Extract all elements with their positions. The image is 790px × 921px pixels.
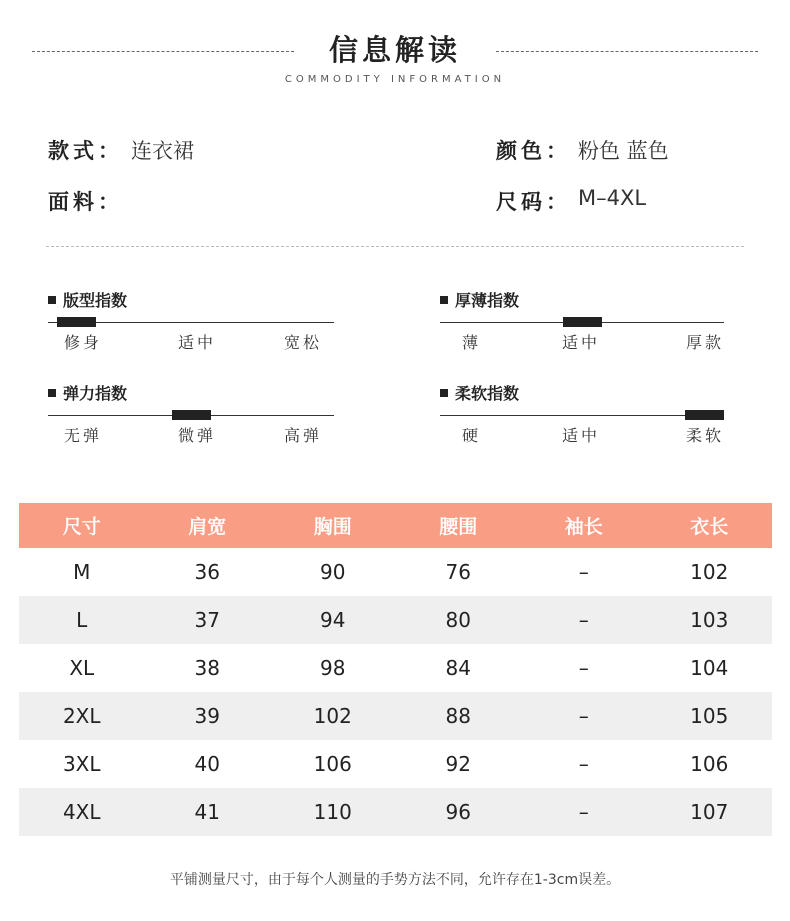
page-subtitle: COMMODITY INFORMATION (284, 74, 506, 85)
table-cell: 105 (690, 704, 729, 728)
index-level-marker (685, 410, 724, 420)
header-cell: 胸围 (313, 516, 352, 538)
index-option: 微弹 (178, 426, 217, 445)
size-label: 尺码： (496, 190, 571, 214)
index-option: 适中 (562, 426, 601, 445)
size-value: M–4XL (578, 186, 647, 210)
index-title-label: 厚薄指数 (455, 291, 520, 310)
index-level-marker (172, 410, 211, 420)
table-cell: 80 (445, 608, 471, 632)
header-cell: 袖长 (564, 516, 603, 538)
table-cell: 88 (445, 704, 471, 728)
table-row (19, 692, 772, 740)
size-table-body (19, 548, 772, 836)
style-label: 款式： (48, 139, 123, 163)
index-option: 高弹 (284, 426, 323, 445)
index-title-label: 版型指数 (63, 291, 128, 310)
size-table-header (19, 503, 772, 548)
color-value: 粉色 蓝色 (578, 139, 669, 163)
index-option: 柔软 (686, 426, 725, 445)
table-cell: 94 (320, 608, 346, 632)
table-cell: 36 (194, 560, 220, 584)
index-option: 硬 (462, 426, 482, 445)
table-cell: 102 (690, 560, 729, 584)
index-option: 薄 (462, 333, 482, 352)
index-level-marker (563, 317, 602, 327)
style-value: 连衣裙 (131, 139, 194, 163)
index-option: 修身 (64, 333, 103, 352)
table-cell: 40 (194, 752, 220, 776)
index-title-0 (48, 288, 127, 311)
table-row (19, 644, 772, 692)
index-title-label: 柔软指数 (455, 384, 520, 403)
bullet-square-icon (440, 389, 448, 397)
table-cell: – (578, 704, 589, 728)
index-track (440, 415, 724, 416)
table-cell: 110 (313, 800, 352, 824)
table-cell: 37 (194, 608, 220, 632)
table-cell: 103 (690, 608, 729, 632)
section-divider (46, 246, 744, 247)
table-row (19, 788, 772, 836)
bullet-square-icon (48, 389, 56, 397)
table-cell: 106 (690, 752, 729, 776)
table-cell: 76 (445, 560, 471, 584)
table-cell: 84 (445, 656, 471, 680)
table-cell: 41 (194, 800, 220, 824)
table-cell: 90 (320, 560, 346, 584)
table-cell: XL (69, 656, 95, 680)
table-cell: – (578, 800, 589, 824)
table-row (19, 740, 772, 788)
index-title-2 (48, 381, 127, 404)
index-title-3 (440, 381, 519, 404)
table-cell: M (73, 560, 91, 584)
index-option: 无弹 (64, 426, 103, 445)
table-cell: 2XL (62, 704, 101, 728)
table-cell: 104 (690, 656, 729, 680)
index-option: 适中 (562, 333, 601, 352)
table-row (19, 596, 772, 644)
table-cell: 102 (313, 704, 352, 728)
size-table (19, 503, 772, 836)
table-cell: – (578, 608, 589, 632)
color-label: 颜色： (496, 139, 571, 163)
measurement-note: 平铺测量尺寸，由于每个人测量的手势方法不同，允许存在1-3cm误差。 (169, 872, 621, 888)
index-option: 厚款 (686, 333, 725, 352)
index-option: 宽松 (284, 333, 323, 352)
index-level-marker (57, 317, 96, 327)
index-option: 适中 (178, 333, 217, 352)
table-cell: 107 (690, 800, 729, 824)
table-row (19, 548, 772, 596)
table-cell: 92 (445, 752, 471, 776)
bullet-square-icon (440, 296, 448, 304)
index-title-label: 弹力指数 (63, 384, 128, 403)
table-cell: 96 (445, 800, 471, 824)
table-cell: – (578, 752, 589, 776)
table-cell: 4XL (62, 800, 101, 824)
header-cell: 尺寸 (62, 516, 101, 538)
fabric-label: 面料： (48, 190, 123, 214)
table-cell: L (76, 608, 88, 632)
table-cell: – (578, 560, 589, 584)
header-cell: 衣长 (690, 516, 729, 538)
header-cell: 腰围 (439, 516, 478, 538)
bullet-square-icon (48, 296, 56, 304)
header-cell: 肩宽 (188, 516, 227, 538)
table-cell: 39 (194, 704, 220, 728)
table-cell: 98 (320, 656, 346, 680)
table-cell: – (578, 656, 589, 680)
index-title-1 (440, 288, 519, 311)
table-cell: 106 (313, 752, 352, 776)
page-title: 信息解读 (328, 33, 461, 67)
table-cell: 3XL (62, 752, 101, 776)
table-cell: 38 (194, 656, 220, 680)
